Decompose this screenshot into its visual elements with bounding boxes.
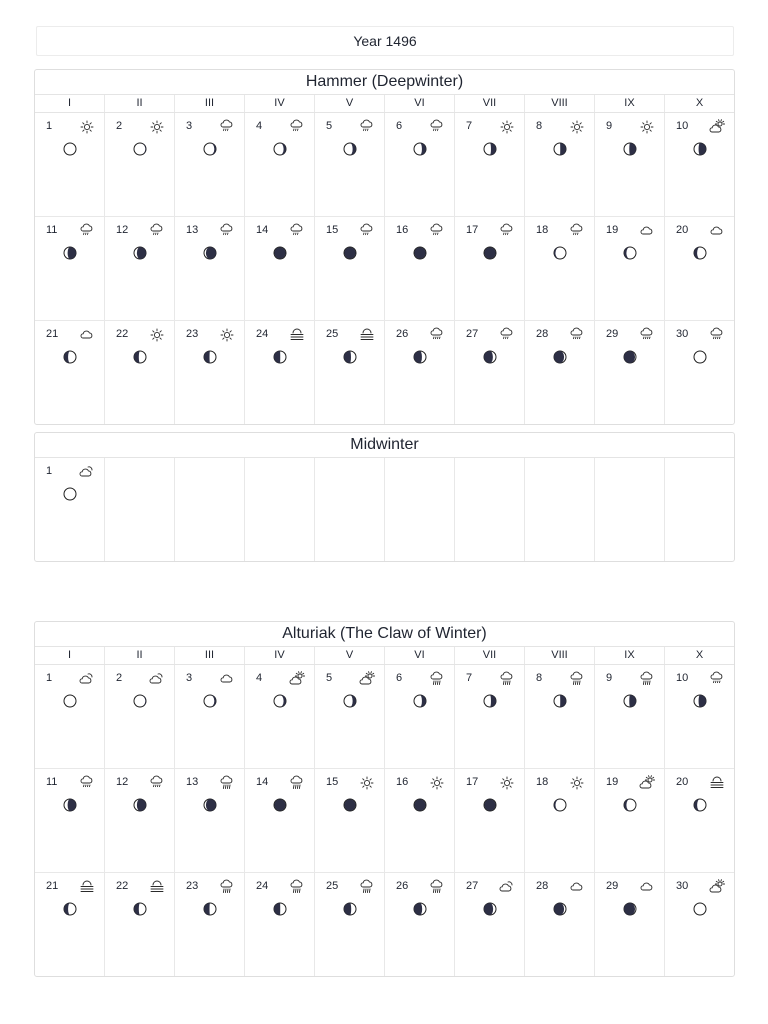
day-cell[interactable]	[454, 769, 524, 872]
day-number: 8	[536, 672, 543, 684]
day-number: 26	[396, 880, 409, 892]
month-title: Hammer (Deepwinter)	[35, 70, 734, 95]
day-cell[interactable]	[104, 113, 174, 216]
week-label: IV	[244, 95, 314, 112]
day-cell[interactable]	[35, 458, 104, 561]
sun-icon	[149, 327, 165, 343]
fog-icon	[289, 327, 305, 343]
moon-phase-icon	[273, 246, 287, 260]
month-hammer	[34, 69, 735, 425]
week-label: III	[174, 95, 244, 112]
cloud-icon	[709, 223, 725, 239]
empty-cell	[454, 458, 524, 561]
day-number: 7	[466, 672, 473, 684]
moon-phase-icon	[203, 694, 217, 708]
heavy-rain-icon	[429, 671, 445, 687]
day-cell[interactable]	[244, 873, 314, 976]
week-label: I	[67, 649, 72, 661]
week-row	[35, 113, 734, 216]
day-cell[interactable]	[664, 113, 734, 216]
day-number: 4	[256, 120, 263, 132]
moon-phase-icon	[483, 350, 497, 364]
moon-phase-icon	[693, 142, 707, 156]
day-cell[interactable]	[104, 873, 174, 976]
week-label: I	[67, 97, 72, 109]
day-cell[interactable]	[244, 321, 314, 424]
day-cell[interactable]	[664, 217, 734, 320]
moon-phase-icon	[63, 246, 77, 260]
heavy-rain-icon	[569, 671, 585, 687]
day-cell[interactable]	[174, 665, 244, 768]
moon-phase-icon	[413, 694, 427, 708]
day-number: 29	[606, 328, 619, 340]
moon-phase-icon	[273, 798, 287, 812]
empty-cell	[384, 458, 454, 561]
moon-phase-icon	[623, 694, 637, 708]
day-cell[interactable]	[174, 217, 244, 320]
day-number: 11	[46, 224, 58, 236]
drizzle-icon	[289, 223, 305, 239]
day-number: 5	[326, 672, 333, 684]
cloud-icon	[79, 327, 95, 343]
moon-phase-icon	[553, 142, 567, 156]
day-cell[interactable]	[244, 113, 314, 216]
partly-sunny-icon	[359, 671, 375, 687]
day-cell[interactable]	[314, 769, 384, 872]
moon-phase-icon	[133, 350, 147, 364]
drizzle-icon	[219, 223, 235, 239]
day-number: 12	[116, 776, 129, 788]
fog-icon	[359, 327, 375, 343]
day-number: 2	[116, 672, 123, 684]
day-number: 1	[46, 120, 53, 132]
day-cell[interactable]	[524, 665, 594, 768]
sun-icon	[359, 775, 375, 791]
sun-icon	[219, 327, 235, 343]
empty-cell	[664, 458, 734, 561]
day-cell[interactable]	[174, 321, 244, 424]
day-number: 27	[466, 880, 479, 892]
moon-phase-icon	[553, 246, 567, 260]
week-label: VIII	[524, 647, 594, 664]
week-label: X	[664, 95, 734, 112]
sun-icon	[149, 119, 165, 135]
day-number: 30	[676, 880, 689, 892]
moon-phase-icon	[343, 694, 357, 708]
drizzle-icon	[569, 223, 585, 239]
heavy-rain-icon	[359, 879, 375, 895]
day-number: 3	[186, 120, 193, 132]
partly-sunny-icon	[709, 879, 725, 895]
day-cell[interactable]	[524, 321, 594, 424]
partly-cloudy-icon	[499, 879, 515, 895]
moon-phase-icon	[133, 246, 147, 260]
moon-phase-icon	[273, 350, 287, 364]
day-number: 6	[396, 672, 403, 684]
moon-phase-icon	[413, 142, 427, 156]
day-grid	[35, 665, 734, 976]
day-cell[interactable]	[594, 769, 664, 872]
day-number: 24	[256, 328, 269, 340]
year-label: Year 1496	[353, 33, 417, 49]
moon-phase-icon	[203, 350, 217, 364]
day-cell[interactable]	[594, 665, 664, 768]
day-cell[interactable]	[35, 217, 104, 320]
moon-phase-icon	[203, 798, 217, 812]
day-number: 10	[676, 672, 689, 684]
day-cell[interactable]	[664, 769, 734, 872]
day-cell[interactable]	[594, 217, 664, 320]
day-number: 25	[326, 328, 339, 340]
day-number: 3	[186, 672, 193, 684]
moon-phase-icon	[343, 246, 357, 260]
month-title: Alturiak (The Claw of Winter)	[35, 622, 734, 647]
rain-icon	[79, 775, 95, 791]
week-label: II	[104, 95, 174, 112]
rain-icon	[639, 327, 655, 343]
heavy-rain-icon	[499, 671, 515, 687]
day-number: 13	[186, 224, 199, 236]
moon-phase-icon	[133, 142, 147, 156]
fog-icon	[149, 879, 165, 895]
month-title: Midwinter	[35, 433, 734, 458]
heavy-rain-icon	[289, 879, 305, 895]
day-number: 19	[606, 224, 619, 236]
moon-phase-icon	[693, 350, 707, 364]
week-row	[35, 872, 734, 976]
rain-icon	[429, 327, 445, 343]
day-cell[interactable]	[384, 217, 454, 320]
day-cell[interactable]	[524, 113, 594, 216]
moon-phase-icon	[273, 902, 287, 916]
day-cell[interactable]	[384, 321, 454, 424]
day-number: 19	[606, 776, 619, 788]
moon-phase-icon	[693, 902, 707, 916]
day-grid	[35, 458, 734, 561]
partly-cloudy-icon	[149, 671, 165, 687]
day-cell[interactable]	[35, 769, 104, 872]
day-number: 16	[396, 776, 409, 788]
day-cell[interactable]	[244, 217, 314, 320]
drizzle-icon	[429, 223, 445, 239]
day-number: 28	[536, 328, 549, 340]
day-cell[interactable]	[524, 217, 594, 320]
day-cell[interactable]	[244, 665, 314, 768]
day-cell[interactable]	[35, 873, 104, 976]
day-cell[interactable]	[384, 113, 454, 216]
drizzle-icon	[149, 223, 165, 239]
moon-phase-icon	[63, 798, 77, 812]
month-midwinter	[34, 432, 735, 562]
day-cell[interactable]	[454, 217, 524, 320]
day-cell[interactable]	[384, 769, 454, 872]
day-number: 6	[396, 120, 403, 132]
day-cell[interactable]	[174, 873, 244, 976]
day-number: 4	[256, 672, 263, 684]
cloud-icon	[569, 879, 585, 895]
moon-phase-icon	[623, 798, 637, 812]
fog-icon	[709, 775, 725, 791]
day-number: 9	[606, 672, 613, 684]
week-label: V	[314, 647, 384, 664]
moon-phase-icon	[553, 902, 567, 916]
day-cell[interactable]	[314, 217, 384, 320]
day-number: 17	[466, 224, 479, 236]
sun-icon	[499, 775, 515, 791]
day-cell[interactable]	[594, 113, 664, 216]
moon-phase-icon	[693, 694, 707, 708]
moon-phase-icon	[63, 694, 77, 708]
moon-phase-icon	[63, 350, 77, 364]
week-row	[35, 768, 734, 872]
day-cell[interactable]	[104, 217, 174, 320]
week-label: VII	[454, 95, 524, 112]
cloud-icon	[639, 223, 655, 239]
day-number: 7	[466, 120, 473, 132]
partly-sunny-icon	[639, 775, 655, 791]
moon-phase-icon	[203, 246, 217, 260]
moon-phase-icon	[343, 902, 357, 916]
day-number: 22	[116, 880, 129, 892]
day-number: 25	[326, 880, 339, 892]
day-cell[interactable]	[314, 665, 384, 768]
day-cell[interactable]	[174, 113, 244, 216]
week-label: VII	[454, 647, 524, 664]
heavy-rain-icon	[219, 879, 235, 895]
day-number: 5	[326, 120, 333, 132]
day-number: 21	[46, 328, 59, 340]
sun-icon	[569, 119, 585, 135]
moon-phase-icon	[133, 798, 147, 812]
day-number: 23	[186, 328, 199, 340]
day-number: 15	[326, 776, 339, 788]
day-cell[interactable]	[35, 665, 104, 768]
day-number: 15	[326, 224, 339, 236]
empty-cell	[594, 458, 664, 561]
week-label: VI	[384, 95, 454, 112]
week-label: V	[314, 95, 384, 112]
moon-phase-icon	[553, 694, 567, 708]
sun-icon	[429, 775, 445, 791]
week-label: III	[174, 647, 244, 664]
day-cell[interactable]	[454, 321, 524, 424]
week-row	[35, 665, 734, 768]
week-row	[35, 320, 734, 424]
moon-phase-icon	[483, 142, 497, 156]
moon-phase-icon	[623, 902, 637, 916]
drizzle-icon	[359, 119, 375, 135]
moon-phase-icon	[483, 902, 497, 916]
empty-cell	[174, 458, 244, 561]
sun-icon	[569, 775, 585, 791]
day-number: 1	[46, 465, 53, 477]
moon-phase-icon	[553, 350, 567, 364]
rain-icon	[149, 775, 165, 791]
day-cell[interactable]	[104, 321, 174, 424]
day-number: 17	[466, 776, 479, 788]
day-number: 27	[466, 328, 479, 340]
day-number: 28	[536, 880, 549, 892]
rain-icon	[709, 327, 725, 343]
day-number: 30	[676, 328, 689, 340]
day-cell[interactable]	[664, 321, 734, 424]
moon-phase-icon	[63, 142, 77, 156]
day-number: 24	[256, 880, 269, 892]
drizzle-icon	[219, 119, 235, 135]
week-row	[35, 216, 734, 320]
day-number: 20	[676, 224, 689, 236]
day-cell[interactable]	[35, 321, 104, 424]
week-row	[35, 458, 734, 561]
partly-cloudy-icon	[79, 671, 95, 687]
moon-phase-icon	[343, 142, 357, 156]
day-number: 18	[536, 224, 549, 236]
rain-icon	[569, 327, 585, 343]
day-cell[interactable]	[314, 873, 384, 976]
day-number: 20	[676, 776, 689, 788]
day-number: 13	[186, 776, 199, 788]
moon-phase-icon	[693, 246, 707, 260]
day-cell[interactable]	[454, 113, 524, 216]
day-cell[interactable]	[664, 873, 734, 976]
moon-phase-icon	[203, 902, 217, 916]
moon-phase-icon	[483, 798, 497, 812]
day-cell[interactable]	[384, 873, 454, 976]
moon-phase-icon	[133, 694, 147, 708]
empty-cell	[104, 458, 174, 561]
day-cell[interactable]	[524, 769, 594, 872]
moon-phase-icon	[413, 350, 427, 364]
moon-phase-icon	[203, 142, 217, 156]
empty-cell	[244, 458, 314, 561]
week-label: VIII	[524, 95, 594, 112]
moon-phase-icon	[483, 694, 497, 708]
day-cell[interactable]	[244, 769, 314, 872]
day-number: 22	[116, 328, 129, 340]
day-cell[interactable]	[314, 113, 384, 216]
moon-phase-icon	[413, 246, 427, 260]
moon-phase-icon	[623, 246, 637, 260]
week-label: X	[664, 647, 734, 664]
year-header	[36, 26, 734, 56]
week-label: VI	[384, 647, 454, 664]
heavy-rain-icon	[429, 879, 445, 895]
sun-icon	[499, 119, 515, 135]
week-header	[35, 95, 734, 113]
day-cell[interactable]	[594, 873, 664, 976]
moon-phase-icon	[273, 142, 287, 156]
day-cell[interactable]	[104, 665, 174, 768]
day-cell[interactable]	[594, 321, 664, 424]
day-cell[interactable]	[454, 665, 524, 768]
day-number: 29	[606, 880, 619, 892]
day-number: 26	[396, 328, 409, 340]
heavy-rain-icon	[219, 775, 235, 791]
day-cell[interactable]	[35, 113, 104, 216]
day-number: 11	[46, 776, 58, 788]
day-cell[interactable]	[384, 665, 454, 768]
drizzle-icon	[499, 327, 515, 343]
empty-cell	[314, 458, 384, 561]
month-alturiak	[34, 621, 735, 977]
moon-phase-icon	[273, 694, 287, 708]
drizzle-icon	[429, 119, 445, 135]
cloud-icon	[219, 671, 235, 687]
day-cell[interactable]	[314, 321, 384, 424]
day-cell[interactable]	[664, 665, 734, 768]
day-grid	[35, 113, 734, 424]
moon-phase-icon	[623, 142, 637, 156]
drizzle-icon	[499, 223, 515, 239]
week-label: IV	[244, 647, 314, 664]
day-number: 2	[116, 120, 123, 132]
week-label: IX	[594, 647, 664, 664]
moon-phase-icon	[343, 350, 357, 364]
moon-phase-icon	[623, 350, 637, 364]
drizzle-icon	[289, 119, 305, 135]
cloud-icon	[639, 879, 655, 895]
moon-phase-icon	[413, 902, 427, 916]
day-number: 21	[46, 880, 59, 892]
heavy-rain-icon	[289, 775, 305, 791]
drizzle-icon	[79, 223, 95, 239]
day-number: 8	[536, 120, 543, 132]
drizzle-icon	[359, 223, 375, 239]
moon-phase-icon	[63, 902, 77, 916]
moon-phase-icon	[133, 902, 147, 916]
day-number: 10	[676, 120, 689, 132]
moon-phase-icon	[693, 798, 707, 812]
day-number: 16	[396, 224, 409, 236]
partly-sunny-icon	[289, 671, 305, 687]
day-number: 1	[46, 672, 53, 684]
moon-phase-icon	[413, 798, 427, 812]
day-cell[interactable]	[524, 873, 594, 976]
fog-icon	[79, 879, 95, 895]
week-label: II	[104, 647, 174, 664]
moon-phase-icon	[63, 487, 77, 501]
day-number: 14	[256, 224, 269, 236]
partly-cloudy-icon	[79, 464, 95, 480]
partly-sunny-icon	[709, 119, 725, 135]
day-cell[interactable]	[454, 873, 524, 976]
day-number: 9	[606, 120, 613, 132]
moon-phase-icon	[343, 798, 357, 812]
day-cell[interactable]	[104, 769, 174, 872]
week-label: IX	[594, 95, 664, 112]
heavy-rain-icon	[639, 671, 655, 687]
moon-phase-icon	[553, 798, 567, 812]
day-number: 12	[116, 224, 129, 236]
sun-icon	[79, 119, 95, 135]
week-header	[35, 647, 734, 665]
day-cell[interactable]	[174, 769, 244, 872]
day-number: 14	[256, 776, 269, 788]
sun-icon	[639, 119, 655, 135]
moon-phase-icon	[483, 246, 497, 260]
day-number: 23	[186, 880, 199, 892]
empty-cell	[524, 458, 594, 561]
day-number: 18	[536, 776, 549, 788]
rain-icon	[709, 671, 725, 687]
